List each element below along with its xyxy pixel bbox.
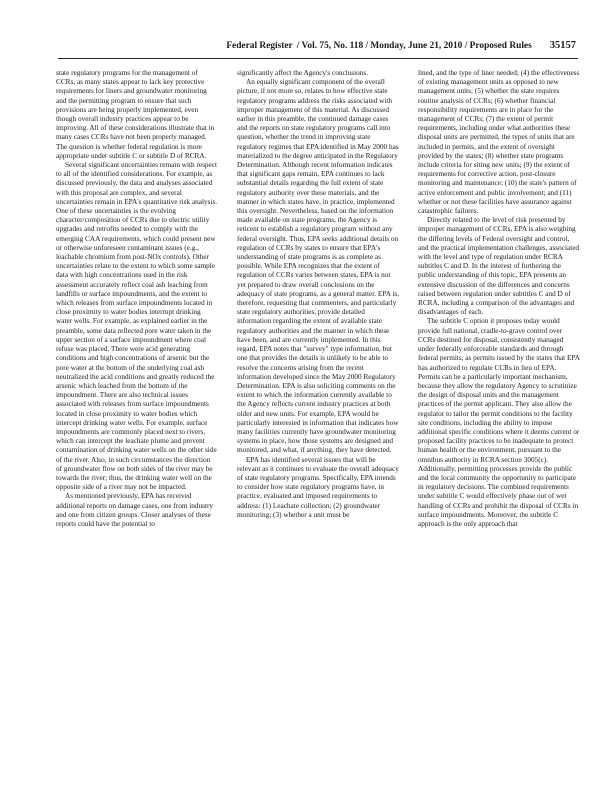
paragraph: Several significant uncertainties remain with respect to all of the identified considerations. For example, as discussed previously, the data and analyses associated with this proposal are complex, and several uncertainties remain in EPA's quantitative risk analysis. One of these uncertainties is the evolving character/composition of CCRs due to electric utility upgrades and retrofits needed to comply with the emerging CAA requirements, which could present new or otherwise unforeseen contaminant issues (e.g., leachable chromium from post-NOx controls). Other uncertainties relate to the extent to which some sample data with high concentrations used in the risk assessment accurately reflect coal ash leaching from landfills or surface impoundments, and the extent to which releases from surface impoundments located in close proximity to water bodies interrupt drinking water wells. For example, as explained earlier in the preamble, some data reflected pore water taken in the upper section of a surface impoundment where coal refuse was placed. There were acid generating conditions and high concentrations of arsenic but the pore water at the bottom of the underlying coal ash neutralized the acid conditions and greatly reduced the arsenic which leached from the bottom of the impoundment. There are also technical issues associated with releases from surface impoundments located in close proximity to water bodies which intercept drinking water wells. For example, surface impoundments are commonly placed next to rivers, which can intercept the leachate plume and prevent contamination of drinking water wells on the other side of the river. Also, in such circumstances the direction of groundwater flow on both sides of the river may be towards the river; thus, the drinking water well on the opposite side of a river may not be impacted. <box>56 161 218 492</box>
column-1 <box>56 69 218 769</box>
paragraph: lined, and the type of liner needed; (4) the effectiveness of existing management units as opposed to new management units; (5) whether the state requires routine analysis of CCRs; (6) whether financial responsibility requirements are in place for the management of CCRs; (7) the extent of permit requirements, including under what authorities these disposal units are permitted, the types of units that are included in permits, and the extent of oversight provided by the states; (8) whether state programs include criteria for siting new units; (9) the extent of requirements for corrective action, post-closure monitoring and maintenance; (10) the state's pattern of active enforcement and public involvement; and (11) whether or not these facilities have assurance against catastrophic failures. <box>418 69 580 216</box>
paragraph: Directly related to the level of risk presented by improper management of CCRs, EPA is also weighing the differing levels of Federal oversight and control, and the practical implementation challenges, associated with the level and type of regulation under RCRA subtitles C and D. In the interest of furthering the public understanding of this topic, EPA presents an extensive discussion of the differences and concerns raised between regulation under subtitles C and D of RCRA, including a comparison of the advantages and disadvantages of each. <box>418 216 580 317</box>
body-columns <box>56 69 580 769</box>
column-2 <box>237 69 399 769</box>
volume-info: / Vol. 75, No. 118 / Monday, June 21, 2010 / Proposed Rules <box>296 41 532 51</box>
publication-name: Federal Register <box>226 41 293 51</box>
paragraph: significantly affect the Agency's conclusions. <box>237 69 369 77</box>
paragraph: An equally significant component of the overall picture, if not more so, relates to how effective state regulatory programs address the risks associated with improper management of this material. As discussed earlier in this preamble, the continued damage cases and the reports on state regulatory programs call into question, whether the trend in improving state regulatory regimes that EPA identified in May 2000 has materialized to the degree anticipated in the Regulatory Determination. Although recent information indicates that significant gaps remain, EPA continues to lack substantial details regarding the full extent of state regulatory authority over these materials, and the manner in which states have, in practice, implemented this oversight. Nevertheless, based on the information made available on state programs, the Agency is reticent to establish a regulatory program without any federal oversight. Thus, EPA seeks additional details on regulation of CCRs by states to ensure that EPA's understanding of state programs is as complete as possible. While EPA recognizes that the extent of regulation of CCRs varies between states, EPA is not yet prepared to draw overall conclusions on the adequacy of state programs, as a general matter. EPA is, therefore, requesting that commenters, and particularly state regulatory authorities, provide detailed information regarding the extent of available state regulatory authorities and the manner in which these have been, and are currently implemented. In this regard, EPA notes that "survey" type information, but one that provides the details is unlikely to be able to resolve the concerns arising from the recent information developed since the May 2000 Regulatory Determination. EPA is also soliciting comments on the extent to which the information currently available to the Agency reflects current industry practices at both older and new units. For example, EPA would be particularly interested in information that indicates how many facilities currently have groundwater monitoring systems in place, how those systems are designed and monitored, and what, if anything, they have detected. <box>237 78 399 455</box>
page-header <box>28 40 576 56</box>
paragraph: The subtitle C option it proposes today would provide full national, cradle-to-grave control over CCRs destined for disposal, consistently managed under federally enforceable standards and through federal permits, as permits issued by the states that EPA has authorized to regulate CCRs in lieu of EPA. Permits can be a particularly important mechanism, because they allow the regulatory Agency to scrutinize the design of disposal units and the management practices of the permit applicant. They also allow the regulator to tailor the permit conditions to the facility site conditions, including the ability to impose additional specific conditions where it deems current or proposed facility practices to be inadequate to protect human health or the environment, pursuant to the omnibus authority in RCRA section 3005(c). Additionally, permitting processes provide the public and the local community the opportunity to participate in regulatory decisions. The combined requirements under subtitle C would effectively phase out of wet handling of CCRs and prohibit the disposal of CCRs in surface impoundments. Moreover, the subtitle C approach is the only approach that <box>418 317 580 528</box>
column-3 <box>418 69 580 769</box>
header-rule <box>58 58 578 59</box>
page-number: 35157 <box>549 40 576 51</box>
paragraph: state regulatory programs for the management of CCRs, as many states appear to lack key protective requirements for liners and groundwater monitoring and the permitting program to ensure that such provisions are being properly implemented, even though overall industry practices appear to be improving. All of these considerations illustrate that in many cases CCRs have not been properly managed. The question is whether federal regulation is more appropriate under subtitle C or subtitle D of RCRA. <box>56 69 215 160</box>
paragraph: EPA has identified several issues that will be relevant as it continues to evaluate the overall adequacy of state regulatory programs. Specifically, EPA intends to consider how state regulatory programs have, in practice, evaluated and imposed requirements to address: (1) Leachate collection; (2) groundwater monitoring; (3) whether a unit must be <box>237 455 399 519</box>
paragraph: As mentioned previously, EPA has received additional reports on damage cases, one from industry and one from citizen groups. Closer analyses of these reports could have the potential to <box>56 492 214 528</box>
